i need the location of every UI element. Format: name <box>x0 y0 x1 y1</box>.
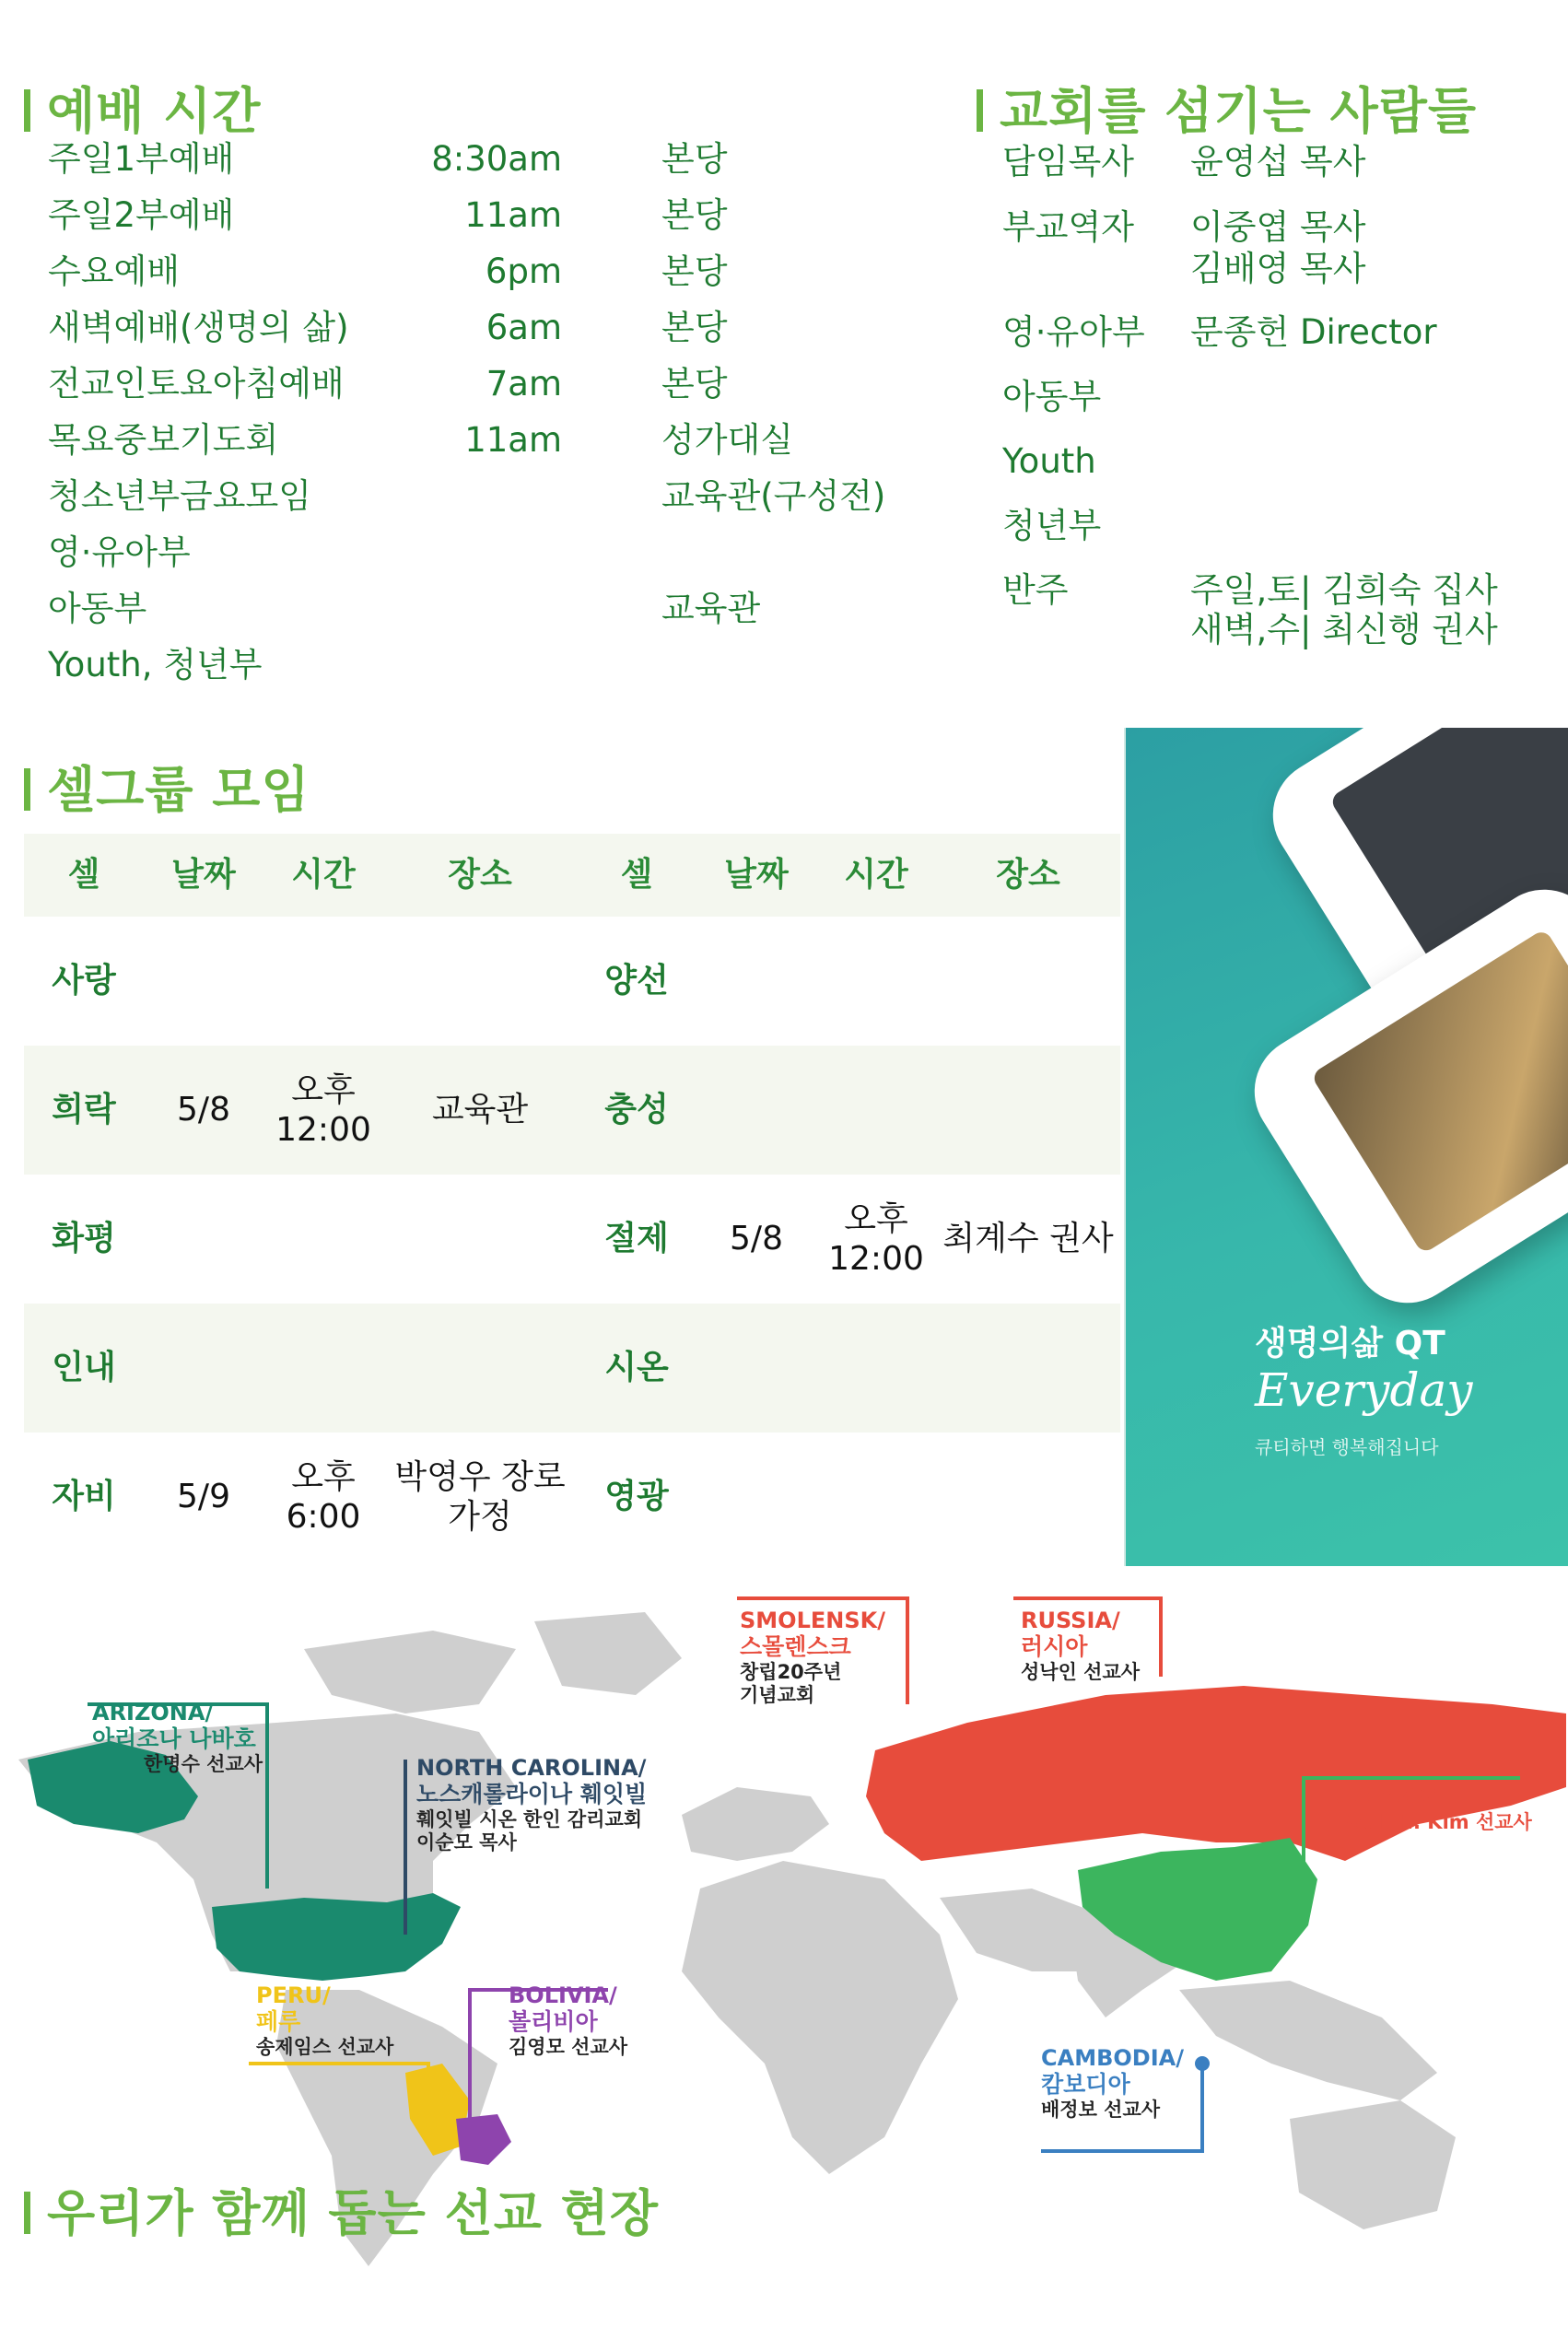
cell-name: 양선 <box>604 962 669 1000</box>
servant-person: 윤영섭 목사 <box>1190 142 1366 181</box>
cell-name: 영광 <box>604 1478 669 1516</box>
qt-title: 생명의삶 QT <box>1255 1325 1445 1362</box>
label-russia <box>1021 1608 1140 1684</box>
label-person: 기념교회 <box>740 1683 815 1706</box>
worship-place: 교육관(구성전) <box>661 476 886 516</box>
worship-time: 11am <box>464 195 562 235</box>
cell-date: 5/8 <box>730 1220 783 1258</box>
cell-date: 5/8 <box>177 1091 230 1129</box>
col-header: 시간 <box>844 856 908 895</box>
label-person: 송제임스 선교사 <box>256 2035 394 2058</box>
label-en: SMOLENSK/ <box>740 1608 885 1633</box>
servant-role: 담임목사 <box>1002 142 1134 181</box>
worship-name: 전교인토요아침예배 <box>48 364 345 403</box>
worship-name: Youth, 청년부 <box>48 645 263 684</box>
servant-person: 김배영 목사 <box>1190 249 1366 288</box>
label-peru <box>256 1982 393 2059</box>
cell-place-line: 박영우 장로 <box>394 1457 566 1496</box>
servant-person: 새벽,수| 최신행 권사 <box>1190 610 1498 649</box>
worship-name: 수요예배 <box>48 251 180 291</box>
label-person: 훼잇빌 시온 한인 감리교회 <box>416 1807 643 1830</box>
servant-role: Youth <box>1002 441 1096 481</box>
cell-place <box>383 1433 577 1561</box>
worship-heading <box>24 72 261 143</box>
label-en: C국 Y지역 <box>1336 1785 1440 1811</box>
worship-name: 청소년부금요모임 <box>48 476 311 516</box>
cell-title: 셀그룹 모임 <box>47 761 310 819</box>
worship-name: 주일1부예배 <box>48 139 235 179</box>
cell-heading <box>24 751 310 822</box>
cell-time <box>263 1046 383 1175</box>
label-ko: 아리조나 나바호 <box>92 1725 256 1753</box>
worship-name: 새벽예배(생명의 삶) <box>48 308 349 347</box>
table-row <box>24 1433 1120 1561</box>
worship-time: 6am <box>486 308 562 347</box>
label-arizona <box>92 1700 263 1776</box>
worship-place: 교육관 <box>661 589 761 628</box>
heading-bar <box>24 2192 30 2234</box>
missions-heading <box>24 2174 659 2245</box>
us-highlight <box>212 1893 461 1981</box>
label-ko: 노스캐롤라이나 훼잇빌 <box>416 1781 648 1808</box>
cell-time-ampm: 오후 <box>291 1070 356 1109</box>
label-person: 성낙인 선교사 <box>1021 1660 1141 1683</box>
cell-name: 절제 <box>604 1220 669 1258</box>
label-ko: 볼리비아 <box>509 2008 598 2036</box>
col-header: 셀 <box>620 856 653 895</box>
worship-time: 6pm <box>485 251 562 291</box>
cell-time-clock: 6:00 <box>286 1498 361 1536</box>
servant-person: 이중엽 목사 <box>1190 207 1366 247</box>
cell-time <box>816 1175 936 1304</box>
label-person: Paul. H. Kim 선교사 <box>1336 1811 1532 1834</box>
servant-person: 문종헌 Director <box>1190 312 1437 352</box>
label-ko: 러시아 <box>1021 1633 1088 1661</box>
worship-name: 아동부 <box>48 589 147 628</box>
cell-name: 인내 <box>52 1349 116 1387</box>
cell-time <box>263 1433 383 1561</box>
worship-time: 8:30am <box>431 139 562 179</box>
heading-bar <box>24 89 30 132</box>
worship-place: 본당 <box>661 251 728 291</box>
col-header: 셀 <box>67 856 100 895</box>
label-person: 한명수 선교사 <box>144 1752 263 1775</box>
servants-heading <box>977 72 1477 143</box>
label-cambodia <box>1041 2045 1184 2122</box>
table-row <box>24 1304 1120 1433</box>
cell-name: 사랑 <box>52 962 116 1000</box>
label-ko: 페루 <box>256 2008 301 2036</box>
cell-name: 화평 <box>52 1220 116 1258</box>
col-header: 날짜 <box>171 856 236 895</box>
worship-name: 주일2부예배 <box>48 195 235 235</box>
worship-name: 영·유아부 <box>48 532 191 572</box>
worship-place: 본당 <box>661 195 728 235</box>
cell-name: 희락 <box>52 1091 116 1129</box>
cell-time-clock: 12:00 <box>828 1240 924 1278</box>
worship-place: 본당 <box>661 308 728 347</box>
cell-place: 교육관 <box>431 1091 529 1129</box>
label-en: BOLIVIA/ <box>509 1982 617 2008</box>
table-row <box>24 1046 1120 1175</box>
qt-promo-banner[interactable] <box>1124 728 1568 1566</box>
worship-name: 목요중보기도회 <box>48 420 279 460</box>
col-header: 시간 <box>291 856 356 895</box>
worship-time: 7am <box>486 364 562 403</box>
cell-place-line: 가정 <box>448 1498 512 1536</box>
servant-role: 반주 <box>1002 570 1069 610</box>
cell-place: 최계수 권사 <box>942 1220 1114 1258</box>
worship-place: 본당 <box>661 139 728 179</box>
label-en: ARIZONA/ <box>92 1700 214 1725</box>
worship-place: 본당 <box>661 364 728 403</box>
russia-highlight <box>866 1686 1566 1861</box>
label-ko: 캄보디아 <box>1041 2071 1130 2099</box>
table-row <box>24 1175 1120 1304</box>
col-header: 장소 <box>996 856 1060 895</box>
servant-role: 영·유아부 <box>1002 312 1145 352</box>
heading-bar <box>24 768 30 811</box>
label-bolivia <box>509 1982 627 2059</box>
cell-name: 시온 <box>604 1349 669 1387</box>
label-smolensk <box>740 1608 885 1706</box>
cell-date: 5/9 <box>177 1478 230 1516</box>
servant-person: 주일,토| 김희숙 집사 <box>1190 570 1498 610</box>
worship-place: 성가대실 <box>661 420 793 460</box>
missions-title: 우리가 함께 돕는 선교 현장 <box>47 2184 660 2242</box>
label-en: PERU/ <box>256 1982 331 2008</box>
cell-time-ampm: 오후 <box>291 1457 356 1496</box>
label-ko: 스몰렌스크 <box>740 1633 851 1661</box>
label-person: 배정보 선교사 <box>1041 2098 1161 2121</box>
table-row <box>24 917 1120 1046</box>
label-person: 김영모 선교사 <box>509 2035 628 2058</box>
cell-name: 자비 <box>52 1478 116 1516</box>
cell-time-clock: 12:00 <box>275 1111 371 1149</box>
phone-screen <box>1310 929 1568 1255</box>
label-en: RUSSIA/ <box>1021 1608 1120 1633</box>
cell-name: 충성 <box>604 1091 669 1129</box>
col-header: 날짜 <box>724 856 789 895</box>
cambodia-marker <box>1195 2056 1210 2071</box>
label-north-carolina <box>416 1755 647 1854</box>
cell-time-ampm: 오후 <box>844 1199 908 1238</box>
servant-role: 부교역자 <box>1002 207 1134 247</box>
label-china <box>1336 1785 1532 1834</box>
label-person: 창립20주년 <box>740 1660 842 1683</box>
label-person: 이순모 목사 <box>416 1830 517 1854</box>
label-en: NORTH CAROLINA/ <box>416 1755 647 1781</box>
table-header-row <box>24 834 1120 917</box>
worship-title: 예배 시간 <box>47 82 262 140</box>
qt-script: Everyday <box>1255 1363 1473 1417</box>
col-header: 장소 <box>448 856 512 895</box>
servant-role: 아동부 <box>1002 377 1102 416</box>
qt-tagline: 큐티하면 행복해집니다 <box>1255 1436 1439 1458</box>
servant-role: 청년부 <box>1002 506 1102 545</box>
heading-bar <box>977 89 983 132</box>
servants-title: 교회를 섬기는 사람들 <box>1000 82 1478 140</box>
worship-time: 11am <box>464 420 562 460</box>
label-en: CAMBODIA/ <box>1041 2045 1184 2071</box>
bolivia-highlight <box>456 2114 511 2165</box>
